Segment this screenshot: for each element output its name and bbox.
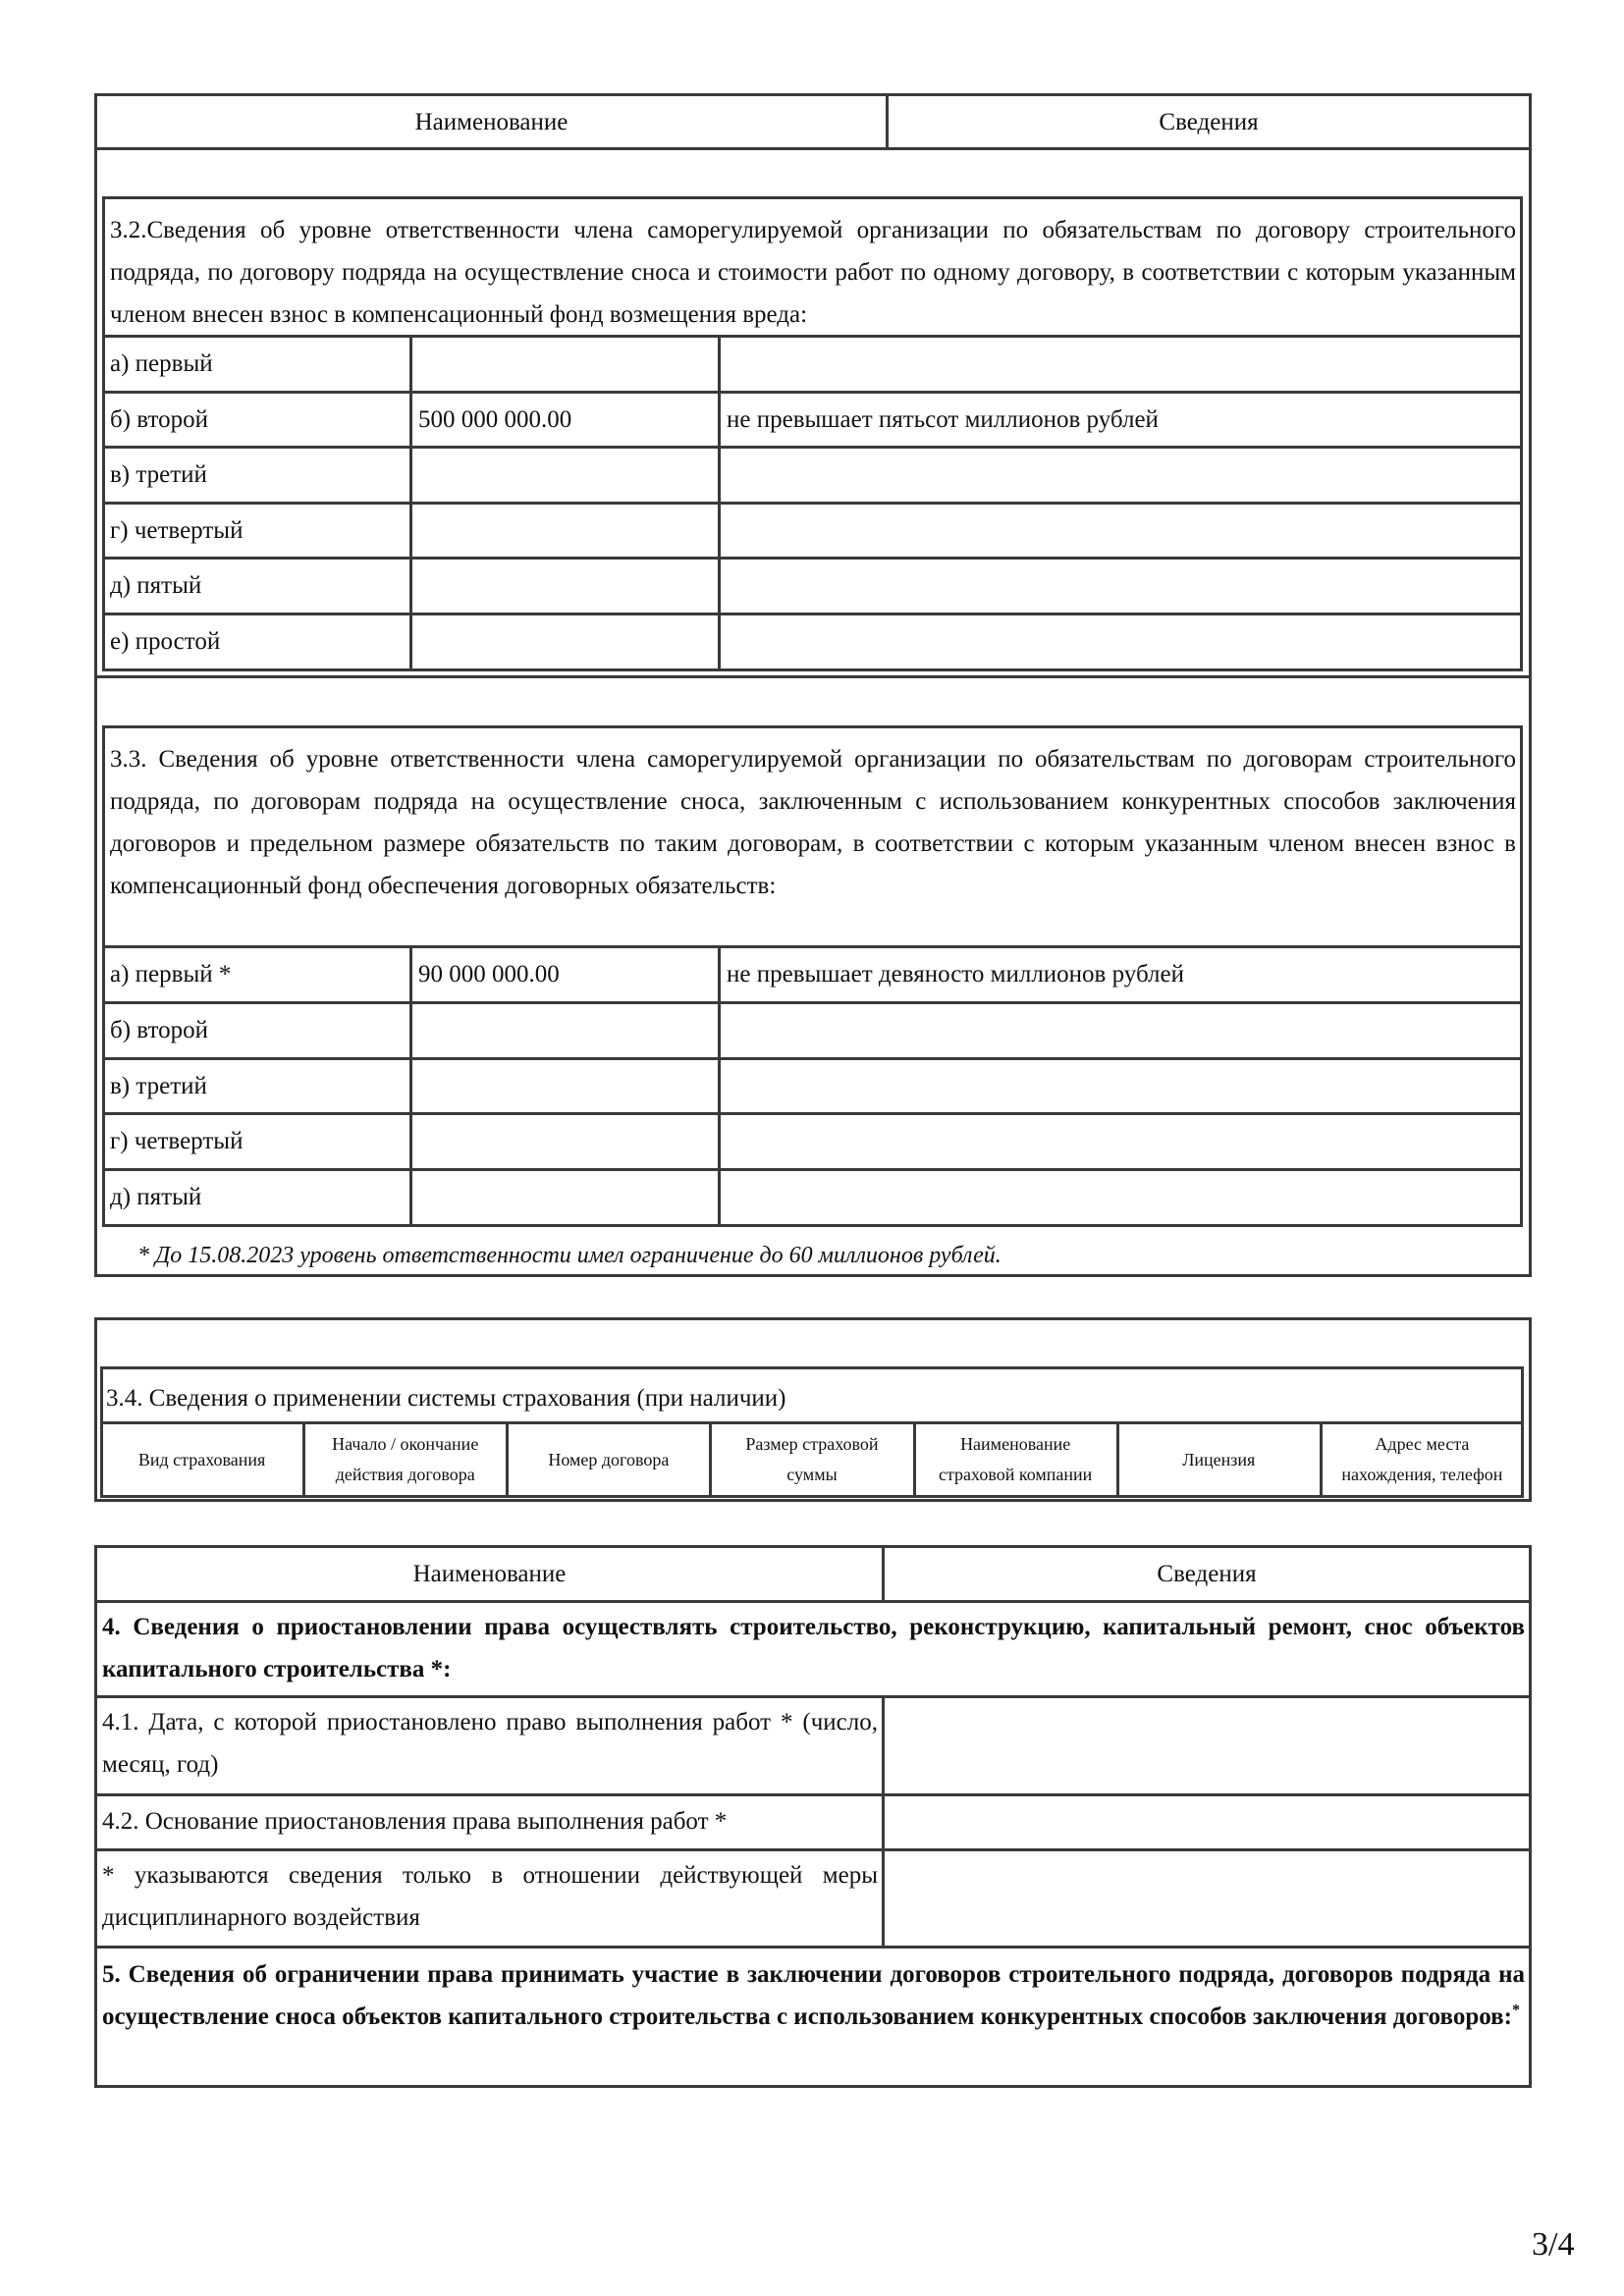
- divider: [302, 1422, 305, 1497]
- divider: [102, 557, 1523, 560]
- section-3-3-title: 3.3. Сведения об уровне ответственности члена саморегулируемой организации по обязательствам по договорам строительного подряда, по договорам подряда на осуществление сноса, заключенным с использованием конкурентных способов заключения договоров и предельном размере обязательств по таким договорам, в соответствии с которым указанным членом внесен взнос в компенсационный фонд обеспечения договорных обязательств:: [110, 746, 1516, 899]
- divider: [102, 1001, 1523, 1004]
- section-4-2-value: [888, 1799, 1526, 1846]
- section-4-2-label: 4.2. Основание приостановления права выполнения работ *: [102, 1808, 728, 1835]
- divider: [102, 1168, 1523, 1171]
- section-4-title: 4. Сведения о приостановлении права осуществлять строительство, реконструкцию, капитальный ремонт, снос объектов капитального строительства *:: [102, 1614, 1525, 1682]
- level-cell: а) первый *: [110, 961, 232, 988]
- section-4-1-label: 4.1. Дата, с которой приостановлено право выполнения работ * (число, месяц, год): [102, 1709, 878, 1778]
- page-number: 3/4: [1532, 2226, 1575, 2263]
- divider: [409, 946, 412, 1225]
- table-row: [102, 1002, 1523, 1058]
- divider: [94, 675, 1532, 678]
- description-cell: не превышает девяносто миллионов рублей: [727, 961, 1185, 988]
- section-3-2-title: 3.2.Сведения об уровне ответственности члена саморегулируемой организации по обязательствам по договору строительного подряда, по договору подряда на осуществление сноса и стоимости работ по одному договору, в соответствии с которым указанным членом внесен взнос в компенсационный фонд возмещения вреда:: [110, 217, 1516, 328]
- table-row: [102, 614, 1523, 669]
- insurance-column-header: Наименование страховой компании: [938, 1434, 1093, 1484]
- divider: [882, 1695, 885, 1949]
- table-row: [102, 336, 1523, 392]
- divider: [1320, 1422, 1323, 1497]
- section-5-title-text: 5. Сведения об ограничении права принимать участие в заключении договоров строительного подряда, договоров подряда на осуществление сноса объектов капитального строительства с использованием конкурентных способов заключения договоров:: [102, 1961, 1525, 2030]
- section-5-title: [102, 1953, 1525, 2038]
- insurance-column-header: Адрес места нахождения, телефон: [1341, 1434, 1503, 1484]
- table-row: [102, 1169, 1523, 1225]
- insurance-column-header: Вид страхования: [137, 1449, 266, 1469]
- insurance-column-header: Начало / окончание действия договора: [332, 1434, 479, 1484]
- level-cell: в) третий: [110, 461, 207, 488]
- divider: [102, 1112, 1523, 1115]
- table-row: [102, 558, 1523, 614]
- divider: [94, 1600, 1532, 1603]
- divider: [102, 1057, 1523, 1060]
- section-5-footnote-marker: *: [1511, 2002, 1520, 2019]
- divider: [718, 336, 721, 668]
- divider: [102, 391, 1523, 394]
- divider: [718, 946, 721, 1225]
- divider: [94, 1793, 1532, 1796]
- table-row: [102, 1058, 1523, 1114]
- divider: [1116, 1422, 1119, 1497]
- divider: [94, 1946, 1532, 1949]
- level-cell: г) четвертый: [110, 516, 244, 544]
- divider: [94, 147, 1532, 150]
- divider: [94, 1848, 1532, 1851]
- section-4-note-value: [888, 1854, 1526, 1943]
- description-cell: не превышает пятьсот миллионов рублей: [727, 405, 1159, 433]
- divider: [102, 446, 1523, 449]
- insurance-column-header: Размер страховой суммы: [745, 1434, 879, 1484]
- level-cell: б) второй: [110, 405, 208, 433]
- amount-cell: 90 000 000.00: [418, 961, 560, 988]
- divider: [506, 1422, 509, 1497]
- column-header-name: Наименование: [412, 1561, 567, 1587]
- table-row: [102, 503, 1523, 559]
- table-row: [102, 447, 1523, 503]
- divider: [102, 502, 1523, 505]
- level-cell: б) второй: [110, 1016, 208, 1043]
- section-4-note: * указываются сведения только в отношении действующей меры дисциплинарного воздействия: [102, 1862, 878, 1931]
- column-header-name: Наименование: [414, 109, 568, 135]
- amount-cell: 500 000 000.00: [418, 405, 572, 433]
- divider: [102, 613, 1523, 615]
- column-header-info: Сведения: [1159, 109, 1259, 135]
- table-row: [102, 1113, 1523, 1169]
- section-3-4-title: 3.4. Сведения о применении системы страхования (при наличии): [106, 1385, 786, 1412]
- section-3-3-footnote: * До 15.08.2023 уровень ответственности имел ограничение до 60 миллионов рублей.: [137, 1243, 1001, 1268]
- level-cell: д) пятый: [110, 572, 202, 599]
- divider: [409, 336, 412, 668]
- divider: [94, 1695, 1532, 1698]
- level-cell: е) простой: [110, 627, 221, 655]
- divider: [709, 1422, 712, 1497]
- level-cell: а) первый: [110, 350, 213, 377]
- level-cell: г) четвертый: [110, 1128, 244, 1155]
- insurance-column-header: Лицензия: [1182, 1449, 1256, 1469]
- insurance-column-header: Номер договора: [548, 1449, 670, 1469]
- divider: [913, 1422, 916, 1497]
- level-cell: в) третий: [110, 1072, 207, 1099]
- section-4-1-value: [888, 1701, 1526, 1789]
- level-cell: д) пятый: [110, 1184, 202, 1211]
- column-header-info: Сведения: [1157, 1561, 1257, 1587]
